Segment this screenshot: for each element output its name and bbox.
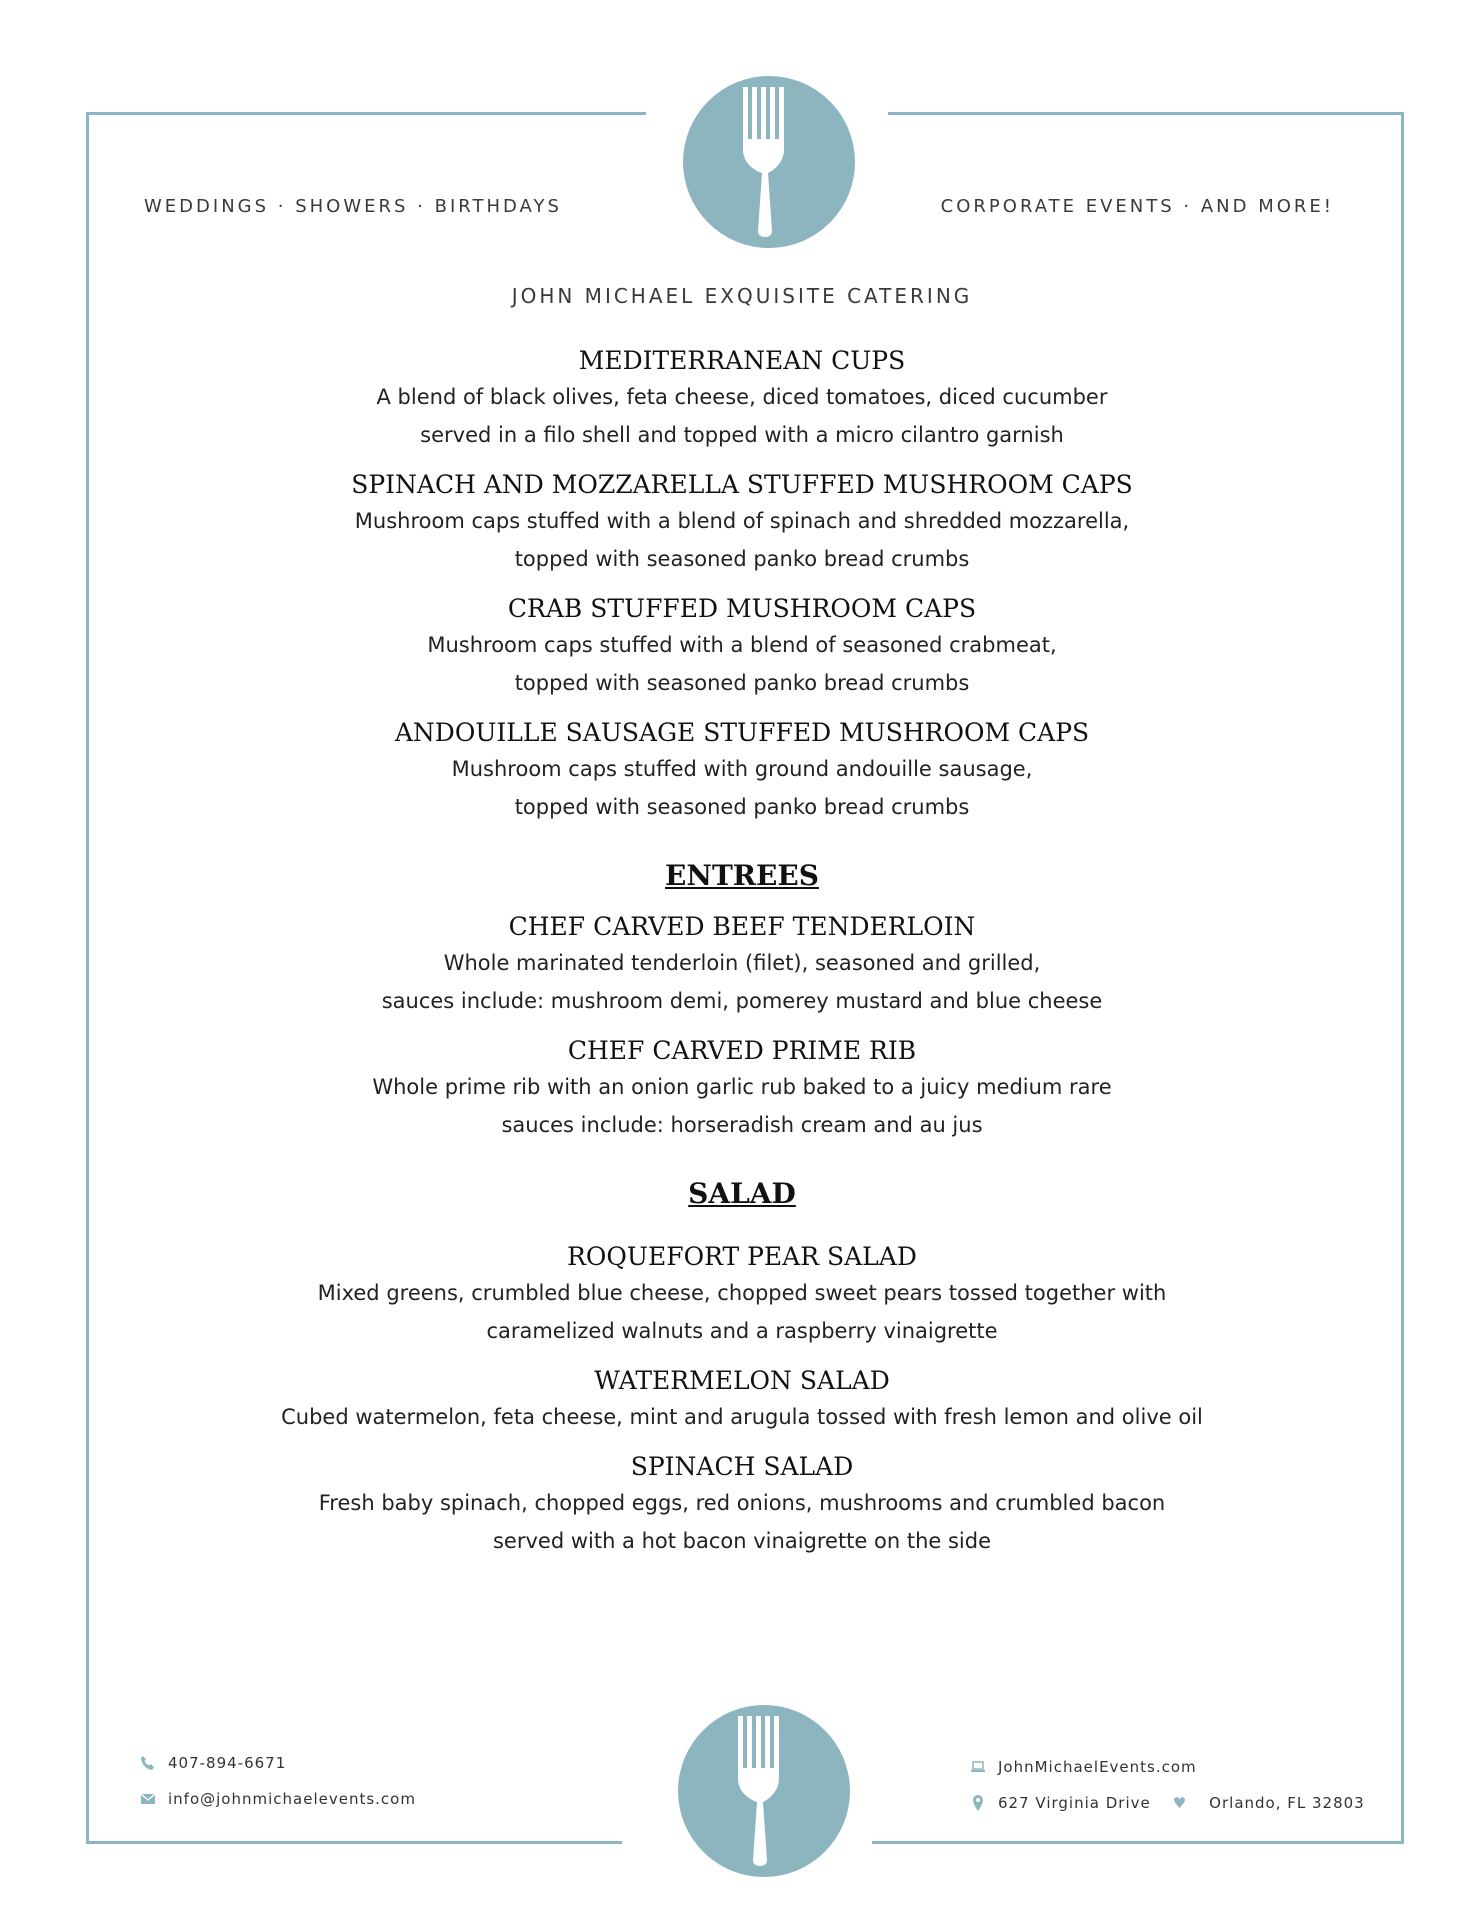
- item-desc-line: A blend of black olives, feta cheese, diced tomatoes, diced cucumber: [376, 385, 1108, 409]
- item-desc-line: Mushroom caps stuffed with a blend of seasoned crabmeat,: [427, 633, 1057, 657]
- item-desc-line: Mixed greens, crumbled blue cheese, chopped sweet pears tossed together with: [317, 1281, 1167, 1305]
- tagline-left: WEDDINGS · SHOWERS · BIRTHDAYS: [144, 196, 562, 217]
- phone-number[interactable]: 407-894-6671: [168, 1754, 287, 1772]
- top-logo-badge: [683, 76, 855, 248]
- section-title-salad: SALAD: [688, 1177, 796, 1210]
- envelope-icon: [140, 1791, 156, 1807]
- item-name: ROQUEFORT PEAR SALAD: [567, 1242, 917, 1271]
- menu-item: [100, 1240, 1384, 1350]
- address-street: 627 Virginia Drive: [998, 1794, 1151, 1812]
- location-pin-icon: [970, 1795, 986, 1811]
- item-desc-line: topped with seasoned panko bread crumbs: [514, 795, 970, 819]
- item-desc-line: caramelized walnuts and a raspberry vinaigrette: [486, 1319, 998, 1343]
- item-desc-line: Whole marinated tenderloin (filet), seasoned and grilled,: [443, 951, 1041, 975]
- item-name: CRAB STUFFED MUSHROOM CAPS: [507, 594, 977, 623]
- website-link[interactable]: JohnMichaelEvents.com: [998, 1758, 1197, 1776]
- menu-item: [100, 592, 1384, 702]
- item-name: CHEF CARVED BEEF TENDERLOIN: [508, 912, 976, 941]
- menu-content: [100, 344, 1384, 1560]
- email-link[interactable]: info@johnmichaelevents.com: [168, 1790, 416, 1808]
- menu-item: [100, 1450, 1384, 1560]
- menu-item: [100, 344, 1384, 454]
- brand-name: JOHN MICHAEL EXQUISITE CATERING: [511, 284, 973, 308]
- contact-email: [140, 1790, 416, 1808]
- item-desc-line: Mushroom caps stuffed with a blend of spinach and shredded mozzarella,: [354, 509, 1130, 533]
- laptop-icon: [970, 1759, 986, 1775]
- menu-item: [100, 716, 1384, 826]
- fork-icon: [732, 1716, 796, 1866]
- item-name: SPINACH SALAD: [630, 1452, 854, 1481]
- fork-icon: [737, 87, 801, 237]
- frame-top-right: [888, 112, 1404, 115]
- menu-item: [100, 910, 1384, 1020]
- item-desc-line: served in a filo shell and topped with a micro cilantro garnish: [420, 423, 1064, 447]
- contact-website: [970, 1758, 1197, 1776]
- address-city: Orlando, FL 32803: [1209, 1794, 1365, 1812]
- item-desc-line: Cubed watermelon, feta cheese, mint and arugula tossed with fresh lemon and olive oil: [281, 1405, 1203, 1429]
- menu-item: [100, 468, 1384, 578]
- frame-bottom-left: [86, 1841, 622, 1844]
- item-desc-line: Whole prime rib with an onion garlic rub baked to a juicy medium rare: [372, 1075, 1112, 1099]
- item-desc-line: topped with seasoned panko bread crumbs: [514, 671, 970, 695]
- frame-left: [86, 112, 89, 1844]
- menu-item: [100, 1364, 1384, 1436]
- item-name: SPINACH AND MOZZARELLA STUFFED MUSHROOM CAPS: [351, 470, 1133, 499]
- item-name: WATERMELON SALAD: [594, 1366, 890, 1395]
- phone-icon: [140, 1755, 156, 1771]
- contact-address: [970, 1794, 1365, 1812]
- item-desc-line: Fresh baby spinach, chopped eggs, red onions, mushrooms and crumbled bacon: [318, 1491, 1166, 1515]
- menu-item: [100, 1034, 1384, 1144]
- item-desc-line: Mushroom caps stuffed with ground andouille sausage,: [451, 757, 1033, 781]
- item-name: CHEF CARVED PRIME RIB: [567, 1036, 917, 1065]
- frame-top-left: [86, 112, 646, 115]
- item-desc-line: sauces include: mushroom demi, pomerey mustard and blue cheese: [381, 989, 1103, 1013]
- section-title-entrees: ENTREES: [665, 859, 819, 892]
- item-desc-line: topped with seasoned panko bread crumbs: [514, 547, 970, 571]
- heart-icon: ♥: [1172, 1794, 1188, 1812]
- frame-bottom-right: [872, 1841, 1404, 1844]
- item-name: MEDITERRANEAN CUPS: [578, 346, 906, 375]
- item-desc-line: sauces include: horseradish cream and au jus: [501, 1113, 983, 1137]
- contact-phone: [140, 1754, 286, 1772]
- tagline-right: CORPORATE EVENTS · AND MORE!: [940, 196, 1334, 217]
- item-name: ANDOUILLE SAUSAGE STUFFED MUSHROOM CAPS: [394, 718, 1090, 747]
- frame-right: [1401, 112, 1404, 1844]
- bottom-logo-badge: [678, 1705, 850, 1877]
- item-desc-line: served with a hot bacon vinaigrette on the side: [492, 1529, 992, 1553]
